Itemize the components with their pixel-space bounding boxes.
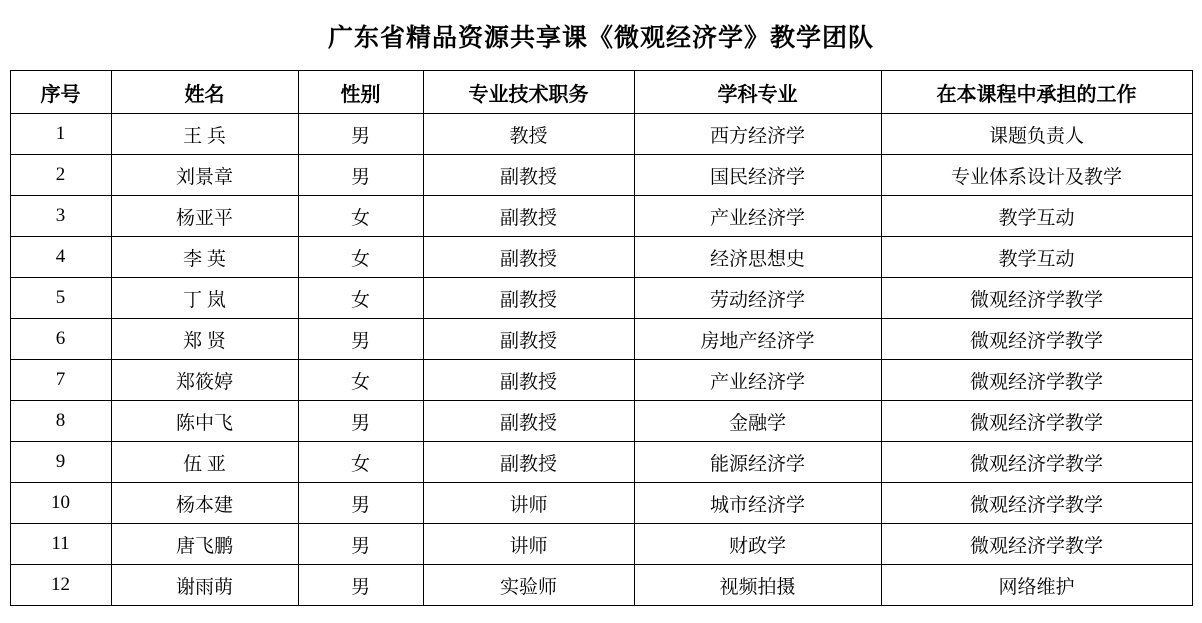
cell-index: 8 — [10, 401, 111, 442]
cell-title: 讲师 — [423, 524, 634, 565]
table-row — [10, 114, 1192, 155]
cell-gender: 女 — [298, 442, 423, 483]
table-row — [10, 401, 1192, 442]
cell-name: 唐飞鹏 — [111, 524, 298, 565]
cell-title: 实验师 — [423, 565, 634, 606]
cell-role: 网络维护 — [881, 565, 1192, 606]
cell-title: 教授 — [423, 114, 634, 155]
cell-index: 12 — [10, 565, 111, 606]
cell-gender: 女 — [298, 278, 423, 319]
table-row — [10, 565, 1192, 606]
cell-name: 杨本建 — [111, 483, 298, 524]
cell-title: 讲师 — [423, 483, 634, 524]
cell-name: 郑 贤 — [111, 319, 298, 360]
cell-discipline: 国民经济学 — [634, 155, 881, 196]
column-header-title: 专业技术职务 — [423, 71, 634, 114]
cell-discipline: 财政学 — [634, 524, 881, 565]
cell-title: 副教授 — [423, 155, 634, 196]
cell-index: 3 — [10, 196, 111, 237]
cell-index: 9 — [10, 442, 111, 483]
cell-index: 4 — [10, 237, 111, 278]
cell-role: 教学互动 — [881, 237, 1192, 278]
table-row — [10, 319, 1192, 360]
cell-index: 10 — [10, 483, 111, 524]
table-body — [10, 114, 1192, 606]
cell-role: 微观经济学教学 — [881, 401, 1192, 442]
page-title: 广东省精品资源共享课《微观经济学》教学团队 — [327, 25, 874, 52]
cell-role: 微观经济学教学 — [881, 278, 1192, 319]
cell-discipline: 经济思想史 — [634, 237, 881, 278]
cell-title: 副教授 — [423, 278, 634, 319]
cell-gender: 男 — [298, 483, 423, 524]
cell-gender: 男 — [298, 524, 423, 565]
column-header-gender: 性别 — [298, 71, 423, 114]
cell-name: 王 兵 — [111, 114, 298, 155]
cell-gender: 女 — [298, 196, 423, 237]
cell-role: 课题负责人 — [881, 114, 1192, 155]
cell-name: 伍 亚 — [111, 442, 298, 483]
cell-gender: 男 — [298, 319, 423, 360]
cell-discipline: 城市经济学 — [634, 483, 881, 524]
column-header-role: 在本课程中承担的工作 — [881, 71, 1192, 114]
cell-index: 6 — [10, 319, 111, 360]
cell-role: 微观经济学教学 — [881, 442, 1192, 483]
cell-title: 副教授 — [423, 360, 634, 401]
table-row — [10, 155, 1192, 196]
cell-role: 微观经济学教学 — [881, 483, 1192, 524]
cell-role: 微观经济学教学 — [881, 319, 1192, 360]
cell-discipline: 金融学 — [634, 401, 881, 442]
cell-index: 7 — [10, 360, 111, 401]
cell-index: 11 — [10, 524, 111, 565]
cell-gender: 男 — [298, 565, 423, 606]
table-row — [10, 442, 1192, 483]
cell-gender: 男 — [298, 401, 423, 442]
cell-name: 丁 岚 — [111, 278, 298, 319]
column-header-name: 姓名 — [111, 71, 298, 114]
cell-discipline: 视频拍摄 — [634, 565, 881, 606]
cell-gender: 男 — [298, 114, 423, 155]
cell-title: 副教授 — [423, 401, 634, 442]
table-row — [10, 278, 1192, 319]
column-header-index: 序号 — [10, 71, 111, 114]
cell-role: 专业体系设计及教学 — [881, 155, 1192, 196]
cell-role: 教学互动 — [881, 196, 1192, 237]
cell-discipline: 房地产经济学 — [634, 319, 881, 360]
cell-discipline: 劳动经济学 — [634, 278, 881, 319]
cell-title: 副教授 — [423, 319, 634, 360]
cell-name: 刘景章 — [111, 155, 298, 196]
cell-discipline: 西方经济学 — [634, 114, 881, 155]
table-row — [10, 196, 1192, 237]
cell-name: 谢雨萌 — [111, 565, 298, 606]
table-header-row — [10, 71, 1192, 114]
cell-role: 微观经济学教学 — [881, 360, 1192, 401]
column-header-discipline: 学科专业 — [634, 71, 881, 114]
table-row — [10, 524, 1192, 565]
cell-name: 李 英 — [111, 237, 298, 278]
cell-gender: 女 — [298, 237, 423, 278]
cell-title: 副教授 — [423, 237, 634, 278]
teaching-team-table — [10, 70, 1193, 606]
cell-discipline: 产业经济学 — [634, 196, 881, 237]
cell-title: 副教授 — [423, 442, 634, 483]
table-row — [10, 237, 1192, 278]
cell-title: 副教授 — [423, 196, 634, 237]
cell-discipline: 产业经济学 — [634, 360, 881, 401]
cell-gender: 男 — [298, 155, 423, 196]
cell-index: 1 — [10, 114, 111, 155]
cell-name: 郑筱婷 — [111, 360, 298, 401]
table-row — [10, 483, 1192, 524]
cell-index: 2 — [10, 155, 111, 196]
cell-name: 杨亚平 — [111, 196, 298, 237]
table-row — [10, 360, 1192, 401]
table-header — [10, 71, 1192, 114]
cell-name: 陈中飞 — [111, 401, 298, 442]
cell-role: 微观经济学教学 — [881, 524, 1192, 565]
cell-gender: 女 — [298, 360, 423, 401]
cell-discipline: 能源经济学 — [634, 442, 881, 483]
cell-index: 5 — [10, 278, 111, 319]
